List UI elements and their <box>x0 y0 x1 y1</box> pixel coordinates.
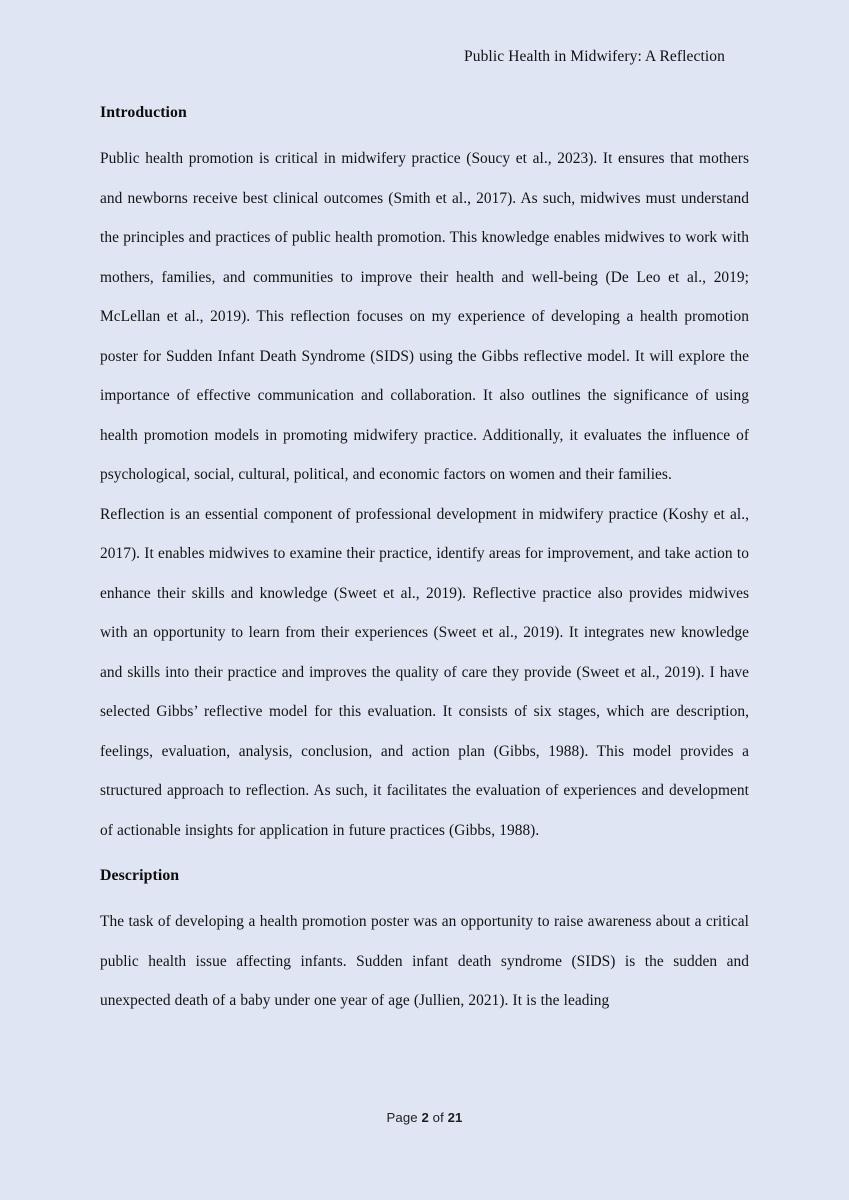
section-heading-description: Description <box>100 867 180 884</box>
paragraph-introduction-1: Public health promotion is critical in midwifery practice (Soucy et al., 2023). It ensures that mothers and newborns receive best clinical outcomes (Smith et al., 2017). As such, midwives must understand the principles and practices of public health promotion. This knowledge enables midwives to work with mothers, families, and communities to improve their health and well-being (De Leo et al., 2019; McLellan et al., 2019). This reflection focuses on my experience of developing a health promotion poster for Sudden Infant Death Syndrome (SIDS) using the Gibbs reflective model. It will explore the importance of effective communication and collaboration. It also outlines the significance of using health promotion models in promoting midwifery practice. Additionally, it evaluates the influence of psychological, social, cultural, political, and economic factors on women and their families. <box>100 150 749 483</box>
footer-total-pages: 21 <box>447 1110 463 1125</box>
footer-page-label: Page <box>386 1110 418 1125</box>
document-body <box>100 100 749 1021</box>
section-heading-introduction: Introduction <box>100 104 187 121</box>
footer-current-page: 2 <box>421 1110 429 1125</box>
paragraph-introduction-2: Reflection is an essential component of professional development in midwifery practice (Koshy et al., 2017). It enables midwives to examine their practice, identify areas for improvement, and take action to enhance their skills and knowledge (Sweet et al., 2019). Reflective practice also provides midwives with an opportunity to learn from their experiences (Sweet et al., 2019). It integrates new knowledge and skills into their practice and improves the quality of care they provide (Sweet et al., 2019). I have selected Gibbs’ reflective model for this evaluation. It consists of six stages, which are description, feelings, evaluation, analysis, conclusion, and action plan (Gibbs, 1988). This model provides a structured approach to reflection. As such, it facilitates the evaluation of experiences and development of actionable insights for application in future practices (Gibbs, 1988). <box>100 505 749 839</box>
footer-of-label: of <box>432 1110 444 1125</box>
paragraph-description-1: The task of developing a health promotion poster was an opportunity to raise awareness about a critical public health issue affecting infants. Sudden infant death syndrome (SIDS) is the sudden and unexpected death of a baby under one year of age (Jullien, 2021). It is the leading <box>100 913 749 1009</box>
running-header: Public Health in Midwifery: A Reflection <box>464 48 725 65</box>
page-footer <box>0 1110 849 1125</box>
